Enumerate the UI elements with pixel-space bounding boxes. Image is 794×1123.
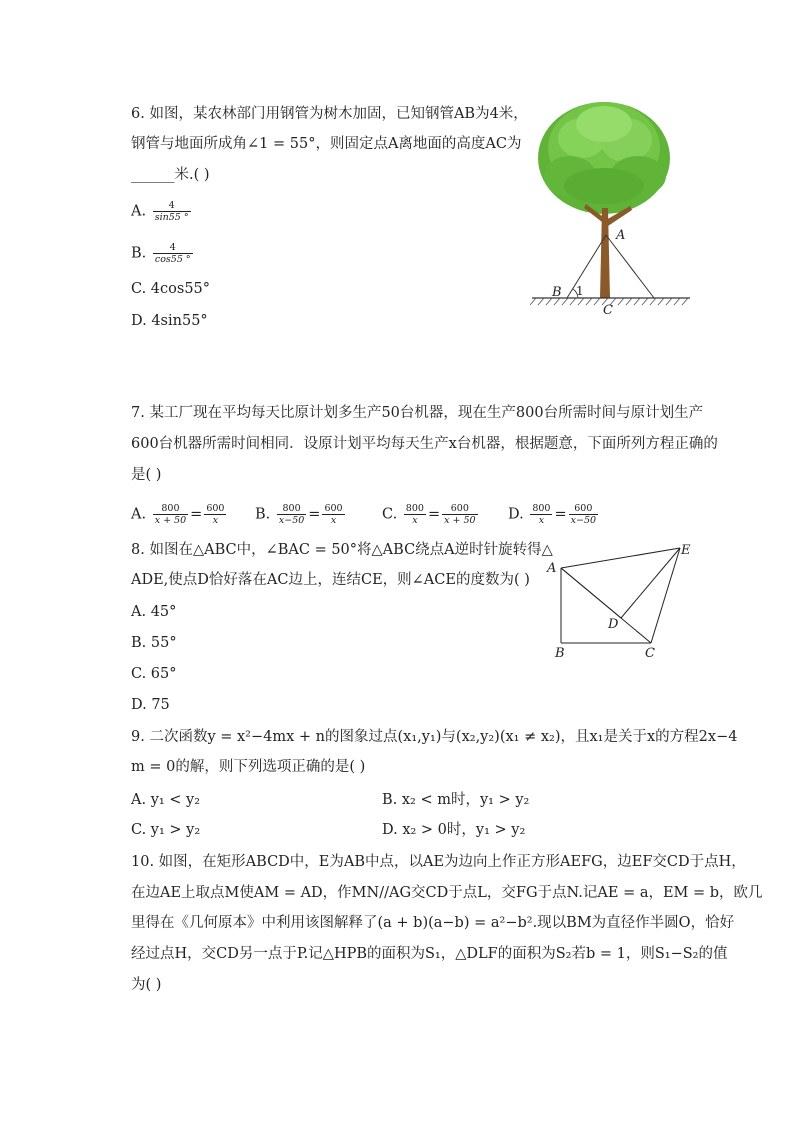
q8-option-d[interactable]: D. 75 <box>131 697 170 713</box>
q9-line1: 9. 二次函数y = x²−4mx + n的图象过点(x₁,y₁)与(x₂,y₂)(x₁ ≠ x₂)，且x₁是关于x的方程2x−4 <box>131 729 738 745</box>
q7-line2: 600台机器所需时间相同．设原计划平均每天生产x台机器，根据题意，下面所列方程正确的 <box>131 436 718 452</box>
q6-label-c: C <box>603 303 613 318</box>
q6-option-b-fraction: $\frac{4}{\cos 55 ^\circ}$ <box>154 242 191 265</box>
q6-option-d[interactable]: D. 4sin55° <box>131 313 208 329</box>
q9-option-b[interactable]: B. x₂ < m时，y₁ > y₂ <box>382 792 530 808</box>
q8-label-d: D <box>608 617 619 632</box>
q6-option-b[interactable]: B. $\frac{4}{\cos 55 ^\circ}$ <box>131 242 191 265</box>
q8-line2: ADE,使点D恰好落在AC边上，连结CE，则∠ACE的度数为( ) <box>131 572 530 588</box>
q8-label-b: B <box>555 646 565 661</box>
q6-tree-figure <box>530 98 695 320</box>
q8-triangle-figure <box>545 538 700 663</box>
q6-line1: 6. 如图，某农林部门用钢管为树木加固，已知钢管AB为4米， <box>131 106 528 122</box>
tree-crown-icon <box>538 102 670 214</box>
tree-trunk-icon <box>584 204 632 298</box>
q8-line1: 8. 如图在△ABC中，∠BAC = 50°将△ABC绕点A逆时针旋转得△ <box>131 542 553 558</box>
q6-option-c[interactable]: C. 4cos55° <box>131 281 211 297</box>
q10-line1: 10. 如图，在矩形ABCD中，E为AB中点，以AE为边向上作正方形AEFG，边EF交CD于点H， <box>131 854 746 870</box>
q6-label-a: A <box>616 228 626 243</box>
q8-option-a[interactable]: A. 45° <box>131 604 177 620</box>
q7-option-b[interactable]: B. $\frac{800}{x-50}$ = $\frac{600}{x}$ <box>255 503 343 526</box>
q8-option-b[interactable]: B. 55° <box>131 635 177 651</box>
q7-option-a[interactable]: A. $\frac{800}{x + 50}$ = $\frac{600}{x}$ <box>131 503 225 526</box>
q9-option-c[interactable]: C. y₁ > y₂ <box>131 822 201 838</box>
q7-option-d[interactable]: D. $\frac{800}{x}$ = $\frac{600}{x-50}$ <box>508 503 597 526</box>
q6-option-a-fraction: $\frac{4}{\sin 55 ^\circ}$ <box>154 200 189 223</box>
q10-line4: 经过点H，交CD另一点于P.记△HPB的面积为S₁，△DLF的面积为S₂若b = 1，则S₁−S₂的值 <box>131 946 728 962</box>
q10-line5: 为( ) <box>131 977 162 993</box>
q7-option-c[interactable]: C. $\frac{800}{x}$ = $\frac{600}{x + 50}$ <box>382 503 476 526</box>
q8-label-e: E <box>681 543 691 558</box>
q9-option-d[interactable]: D. x₂ > 0时，y₁ > y₂ <box>382 822 526 838</box>
q8-label-c: C <box>645 646 655 661</box>
q8-label-a: A <box>547 561 557 576</box>
q7-line1: 7. 某工厂现在平均每天比原计划多生产50台机器，现在生产800台所需时间与原计划生产 <box>131 405 704 421</box>
q10-line2: 在边AE上取点M使AM = AD，作MN//AG交CD于点L，交FG于点N.记AE = a，EM = b，欧几 <box>131 885 763 901</box>
q6-label-b: B <box>552 285 562 300</box>
q9-line2: m = 0的解，则下列选项正确的是( ) <box>131 759 366 775</box>
q7-line3: 是( ) <box>131 467 162 483</box>
q6-label-angle-1: 1 <box>576 284 584 298</box>
q9-option-a[interactable]: A. y₁ < y₂ <box>131 792 201 808</box>
q6-line3: ______米.( ) <box>131 167 210 183</box>
q10-line3: 里得在《几何原本》中利用该图解释了(a + b)(a−b) = a²−b².现以BM为直径作半圆O，恰好 <box>131 915 735 931</box>
q8-option-c[interactable]: C. 65° <box>131 666 177 682</box>
q6-line2: 钢管与地面所成角∠1 = 55°，则固定点A离地面的高度AC为 <box>131 136 522 152</box>
q6-option-a[interactable]: A. $\frac{4}{\sin 55 ^\circ}$ <box>131 200 189 223</box>
